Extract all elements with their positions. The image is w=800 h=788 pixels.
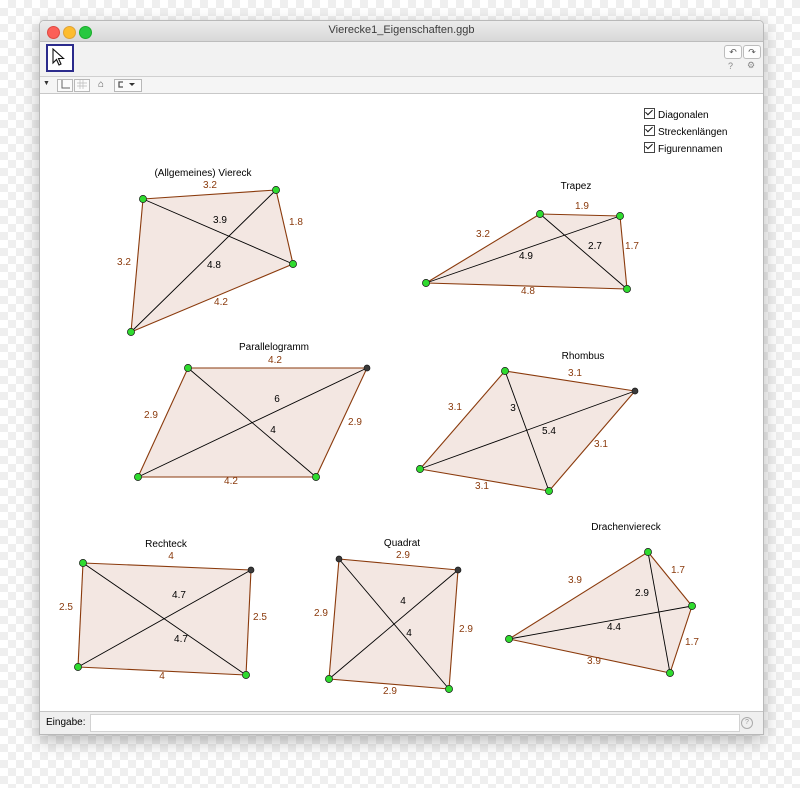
drachenviereck-diagonal-length-label: 4.4 bbox=[607, 622, 621, 633]
parallelogramm-side-length-label: 2.9 bbox=[144, 410, 158, 421]
trapez-vertex[interactable] bbox=[536, 210, 543, 217]
quadrat-side-length-label: 2.9 bbox=[459, 624, 473, 635]
quadrat-side-length-label: 2.9 bbox=[383, 686, 397, 697]
geometry-canvas[interactable] bbox=[40, 94, 763, 711]
parallelogramm-vertex[interactable] bbox=[184, 364, 191, 371]
drachenviereck-fill[interactable] bbox=[509, 552, 692, 673]
drachenviereck-vertex[interactable] bbox=[688, 602, 695, 609]
style-bar bbox=[40, 77, 763, 94]
drachenviereck-side-length-label: 1.7 bbox=[671, 565, 685, 576]
parallelogramm-diagonal-length-label: 6 bbox=[274, 394, 280, 405]
help-icon[interactable]: ? bbox=[728, 61, 734, 71]
quadrat-side-length-label: 2.9 bbox=[396, 550, 410, 561]
input-bar-label: Eingabe: bbox=[46, 717, 86, 728]
trapez-diagonal-length-label: 2.7 bbox=[588, 241, 602, 252]
trapez-side-length-label: 3.2 bbox=[476, 229, 490, 240]
parallelogramm-side-length-label: 2.9 bbox=[348, 417, 362, 428]
viereck-vertex[interactable] bbox=[127, 328, 134, 335]
viereck-diagonal-length-label: 3.9 bbox=[213, 215, 227, 226]
cursor-arrow-icon bbox=[52, 48, 66, 66]
checkbox-figure-names-label: Figurennamen bbox=[658, 144, 723, 155]
checkbox-icon[interactable] bbox=[644, 125, 655, 136]
rechteck-diagonal-length-label: 4.7 bbox=[174, 634, 188, 645]
quadrat-vertex[interactable] bbox=[325, 675, 332, 682]
parallelogramm-name: Parallelogramm bbox=[238, 342, 310, 353]
quadrat-vertex[interactable] bbox=[445, 685, 452, 692]
drachenviereck-side-length-label: 3.9 bbox=[568, 575, 582, 586]
viereck-name: (Allgemeines) Viereck bbox=[154, 168, 252, 179]
drachenviereck-vertex[interactable] bbox=[644, 548, 651, 555]
trapez-side-length-label: 4.8 bbox=[521, 286, 535, 297]
rhombus-side-length-label: 3.1 bbox=[568, 368, 582, 379]
window-title: Vierecke1_Eigenschaften.ggb bbox=[328, 24, 475, 36]
rechteck-diagonal-length-label: 4.7 bbox=[172, 590, 186, 601]
rechteck-side-length-label: 4 bbox=[159, 671, 165, 682]
rechteck-vertex[interactable] bbox=[74, 663, 81, 670]
drachenviereck-vertex[interactable] bbox=[505, 635, 512, 642]
rechteck-vertex[interactable] bbox=[242, 671, 249, 678]
magnet-dropdown-icon bbox=[116, 80, 140, 89]
viereck-side-length-label: 1.8 bbox=[289, 217, 303, 228]
quadrat-dependent-vertex[interactable] bbox=[455, 567, 461, 573]
viereck-side-length-label: 4.2 bbox=[214, 297, 228, 308]
rechteck-side-length-label: 4 bbox=[168, 551, 174, 562]
rhombus-name: Rhombus bbox=[561, 351, 605, 362]
parallelogramm-dependent-vertex[interactable] bbox=[364, 365, 370, 371]
rhombus-diagonal-length-label: 5.4 bbox=[542, 426, 556, 437]
rhombus-side-length-label: 3.1 bbox=[448, 402, 462, 413]
viereck-side-length-label: 3.2 bbox=[203, 180, 217, 191]
input-help-icon[interactable]: ? bbox=[741, 717, 753, 729]
rechteck-dependent-vertex[interactable] bbox=[248, 567, 254, 573]
drachenviereck-vertex[interactable] bbox=[666, 669, 673, 676]
checkbox-segment-lengths-label: Streckenlängen bbox=[658, 127, 728, 138]
parallelogramm-diagonal-length-label: 4 bbox=[270, 425, 276, 436]
parallelogramm-side-length-label: 4.2 bbox=[224, 476, 238, 487]
stylebar-toggle-icon[interactable]: ▼ bbox=[43, 80, 50, 87]
rechteck-name: Rechteck bbox=[145, 539, 187, 550]
rhombus-vertex[interactable] bbox=[545, 487, 552, 494]
trapez-diagonal-length-label: 4.9 bbox=[519, 251, 533, 262]
drachenviereck-side-length-label: 1.7 bbox=[685, 637, 699, 648]
checkbox-icon[interactable] bbox=[644, 142, 655, 153]
parallelogramm-vertex[interactable] bbox=[312, 473, 319, 480]
checkbox-segment-lengths[interactable] bbox=[644, 125, 728, 138]
rhombus-vertex[interactable] bbox=[501, 367, 508, 374]
input-bar-field[interactable] bbox=[90, 714, 740, 732]
checkbox-diagonals[interactable] bbox=[644, 108, 709, 121]
viereck-vertex[interactable] bbox=[272, 186, 279, 193]
quadrat-side-length-label: 2.9 bbox=[314, 608, 328, 619]
grid-icon bbox=[77, 80, 87, 89]
point-capture-dropdown[interactable] bbox=[114, 79, 142, 92]
viereck-diagonal-length-label: 4.8 bbox=[207, 260, 221, 271]
trapez-vertex[interactable] bbox=[616, 212, 623, 219]
viereck-vertex[interactable] bbox=[289, 260, 296, 267]
home-view-icon[interactable]: ⌂ bbox=[97, 79, 105, 90]
show-axes-button[interactable] bbox=[57, 79, 73, 92]
rechteck-vertex[interactable] bbox=[79, 559, 86, 566]
graphics-view[interactable] bbox=[40, 94, 763, 711]
rechteck-side-length-label: 2.5 bbox=[59, 602, 73, 613]
rhombus-dependent-vertex[interactable] bbox=[632, 388, 638, 394]
quadrat-name: Quadrat bbox=[383, 538, 421, 549]
toolbar bbox=[40, 42, 763, 77]
trapez-side-length-label: 1.7 bbox=[625, 241, 639, 252]
rhombus-side-length-label: 3.1 bbox=[594, 439, 608, 450]
rhombus-side-length-label: 3.1 bbox=[475, 481, 489, 492]
viereck-side-length-label: 3.2 bbox=[117, 257, 131, 268]
parallelogramm-vertex[interactable] bbox=[134, 473, 141, 480]
quadrat-diagonal-length-label: 4 bbox=[400, 596, 406, 607]
trapez-vertex[interactable] bbox=[623, 285, 630, 292]
rechteck-side-length-label: 2.5 bbox=[253, 612, 267, 623]
checkbox-diagonals-label: Diagonalen bbox=[658, 110, 709, 121]
parallelogramm-side-length-label: 4.2 bbox=[268, 355, 282, 366]
drachenviereck-diagonal-length-label: 2.9 bbox=[635, 588, 649, 599]
checkbox-figure-names[interactable] bbox=[644, 142, 722, 155]
trapez-side-length-label: 1.9 bbox=[575, 201, 589, 212]
axes-icon bbox=[60, 80, 70, 89]
rhombus-vertex[interactable] bbox=[416, 465, 423, 472]
trapez-vertex[interactable] bbox=[422, 279, 429, 286]
quadrat-dependent-vertex[interactable] bbox=[336, 556, 342, 562]
input-bar bbox=[40, 711, 763, 735]
move-tool-button[interactable] bbox=[46, 44, 74, 72]
checkbox-icon[interactable] bbox=[644, 108, 655, 119]
viereck-vertex[interactable] bbox=[139, 195, 146, 202]
trapez-name: Trapez bbox=[560, 181, 592, 192]
show-grid-button[interactable] bbox=[74, 79, 90, 92]
drachenviereck-name: Drachenviereck bbox=[591, 522, 661, 533]
undo-button[interactable]: ↶ bbox=[724, 45, 742, 59]
quadrat-diagonal-length-label: 4 bbox=[406, 628, 412, 639]
title-bar bbox=[40, 21, 763, 42]
app-window bbox=[39, 20, 764, 735]
redo-button[interactable]: ↷ bbox=[743, 45, 761, 59]
rhombus-diagonal-length-label: 3 bbox=[510, 403, 516, 414]
settings-gear-icon[interactable]: ⚙ bbox=[747, 60, 756, 70]
drachenviereck-side-length-label: 3.9 bbox=[587, 656, 601, 667]
